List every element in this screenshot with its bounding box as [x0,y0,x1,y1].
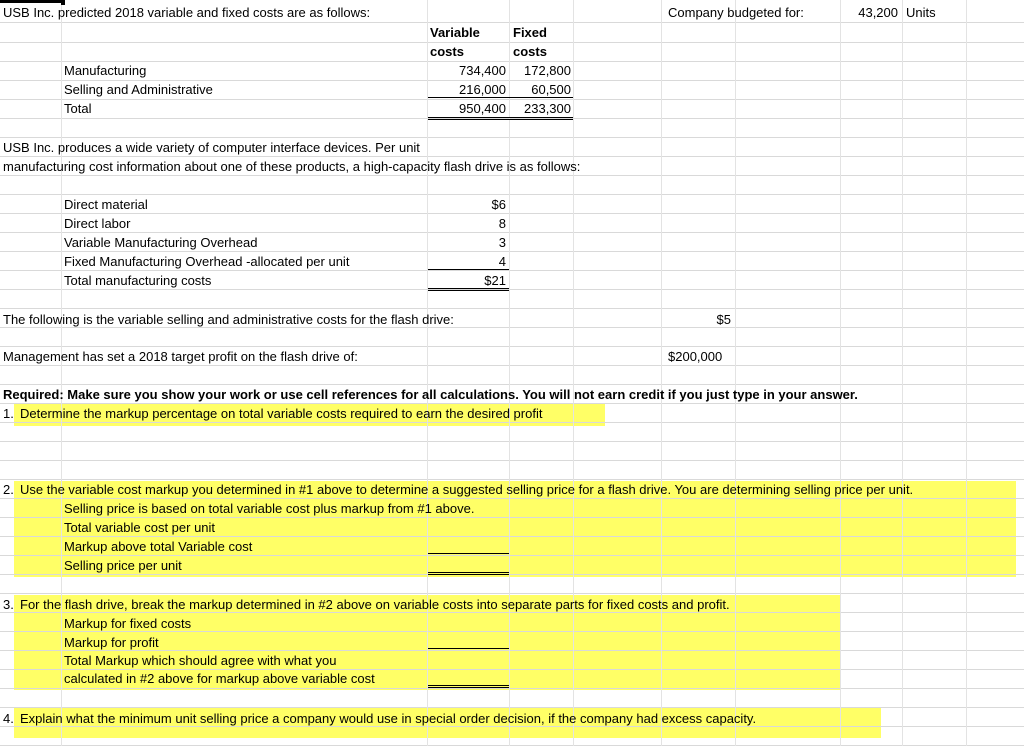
q3-answer-double-underline-2 [428,687,509,688]
q2-item: Markup above total Variable cost [64,539,253,554]
gridline-row [0,213,1024,214]
unit-cost-label: Variable Manufacturing Overhead [64,235,258,250]
gridline-row [0,346,1024,347]
row-label-total: Total [64,101,92,116]
q3-item: Markup for profit [64,635,159,650]
q4-number: 4. [3,711,14,726]
unit-cost-label: Direct material [64,197,148,212]
q4-text: Explain what the minimum unit selling price a company would use in special order decision, if the company had excess capacity. [20,711,757,726]
cell-fixed-manufacturing[interactable]: 172,800 [524,63,571,78]
active-cell-border [0,0,62,3]
variable-sa-label: The following is the variable selling and administrative costs for the flash drive: [3,312,454,327]
total-double-underline [428,119,573,120]
gridline-row [0,422,1024,423]
q3-text: For the flash drive, break the markup determined in #2 above on variable costs into separate parts for fixed costs and profit. [20,597,730,612]
variable-sa-value[interactable]: $5 [716,312,731,327]
budget-label: Company budgeted for: [668,5,804,20]
unit-cost-value[interactable]: 4 [498,254,506,269]
unit-cost-value[interactable]: $21 [484,273,506,288]
gridline-row [0,593,1024,594]
gridline-row [0,365,1024,366]
unit-cost-total-double-underline [428,290,509,291]
gridline-row [0,194,1024,195]
q2-number: 2. [3,482,14,497]
gridline-row [0,479,1024,480]
gridline-row [0,517,1024,518]
unit-cost-value[interactable]: 3 [498,235,506,250]
gridline-row [0,137,1024,138]
gridline-row [0,270,1024,271]
units-label: Units [906,5,936,20]
q2-answer-underline [428,553,509,554]
gridline-row [0,289,1024,290]
gridline-row [0,536,1024,537]
q3-item: Markup for fixed costs [64,616,192,631]
col-variable-header: Variable [430,25,480,40]
cell-variable-selling-admin[interactable]: 216,000 [459,82,506,97]
gridline-row [0,460,1024,461]
unit-cost-label: Fixed Manufacturing Overhead -allocated per unit [64,254,350,269]
q2-answer-double-underline [428,572,509,573]
q3-item: Total Markup which should agree with what you [64,653,337,668]
gridline-col [840,0,841,746]
gridline-row [0,498,1024,499]
gridline-row [0,574,1024,575]
gridline-row [0,308,1024,309]
gridline-row [0,42,1024,43]
col-variable-header-2: costs [430,44,464,59]
gridline-row [0,156,1024,157]
cell-fixed-total[interactable]: 233,300 [524,101,571,116]
gridline-row [0,175,1024,176]
q2-answer-double-underline-2 [428,574,509,575]
q2-note: Selling price is based on total variable cost plus markup from #1 above. [64,501,475,516]
unit-cost-label: Total manufacturing costs [64,273,212,288]
budget-units-value[interactable]: 43,200 [858,5,898,20]
intro-text: USB Inc. predicted 2018 variable and fixed costs are as follows: [3,5,371,20]
target-profit-value[interactable]: $200,000 [668,349,723,364]
gridline-col [902,0,903,746]
cell-variable-manufacturing[interactable]: 734,400 [459,63,506,78]
unit-cost-underline [428,269,509,270]
subtotal-underline [428,97,573,98]
gridline-row [0,232,1024,233]
cell-fixed-selling-admin[interactable]: 60,500 [531,82,571,97]
gridline-row [0,688,1024,689]
unit-cost-value[interactable]: $6 [491,197,506,212]
unit-cost-value[interactable]: 8 [498,216,506,231]
gridline-row [0,403,1024,404]
q3-answer-double-underline [428,685,509,686]
gridline-row [0,555,1024,556]
gridline-row [0,384,1024,385]
gridline-col [61,0,62,746]
q1-text: Determine the markup percentage on total variable costs required to earn the desired profit [20,406,543,421]
description-line-2: manufacturing cost information about one of these products, a high-capacity flash drive is as follows: [3,159,581,174]
row-label-selling-admin: Selling and Administrative [64,82,213,97]
total-underline [428,117,573,118]
col-fixed-header-2: costs [513,44,547,59]
gridline-row [0,251,1024,252]
q1-number: 1. [3,406,14,421]
q3-number: 3. [3,597,14,612]
gridline-col [573,0,574,746]
gridline-row [0,441,1024,442]
gridline-col [735,0,736,746]
q2-text: Use the variable cost markup you determined in #1 above to determine a suggested selling price for a flash drive. You are determining selling price per unit. [20,482,914,497]
q3-answer-underline [428,648,509,649]
q3-item: calculated in #2 above for markup above variable cost [64,671,375,686]
gridline-col [966,0,967,746]
gridline-row [0,707,1024,708]
description-line-1: USB Inc. produces a wide variety of computer interface devices. Per unit [3,140,420,155]
col-fixed-header: Fixed [513,25,547,40]
gridline-row [0,22,1024,23]
target-profit-label: Management has set a 2018 target profit on the flash drive of: [3,349,358,364]
gridline-col [661,0,662,746]
q2-item: Selling price per unit [64,558,182,573]
q2-item: Total variable cost per unit [64,520,216,535]
required-instructions: Required: Make sure you show your work or use cell references for all calculations. You will not earn credit if you just type in your answer. [3,387,858,402]
row-label-manufacturing: Manufacturing [64,63,147,78]
unit-cost-total-underline [428,288,509,289]
unit-cost-label: Direct labor [64,216,131,231]
cell-variable-total[interactable]: 950,400 [459,101,506,116]
